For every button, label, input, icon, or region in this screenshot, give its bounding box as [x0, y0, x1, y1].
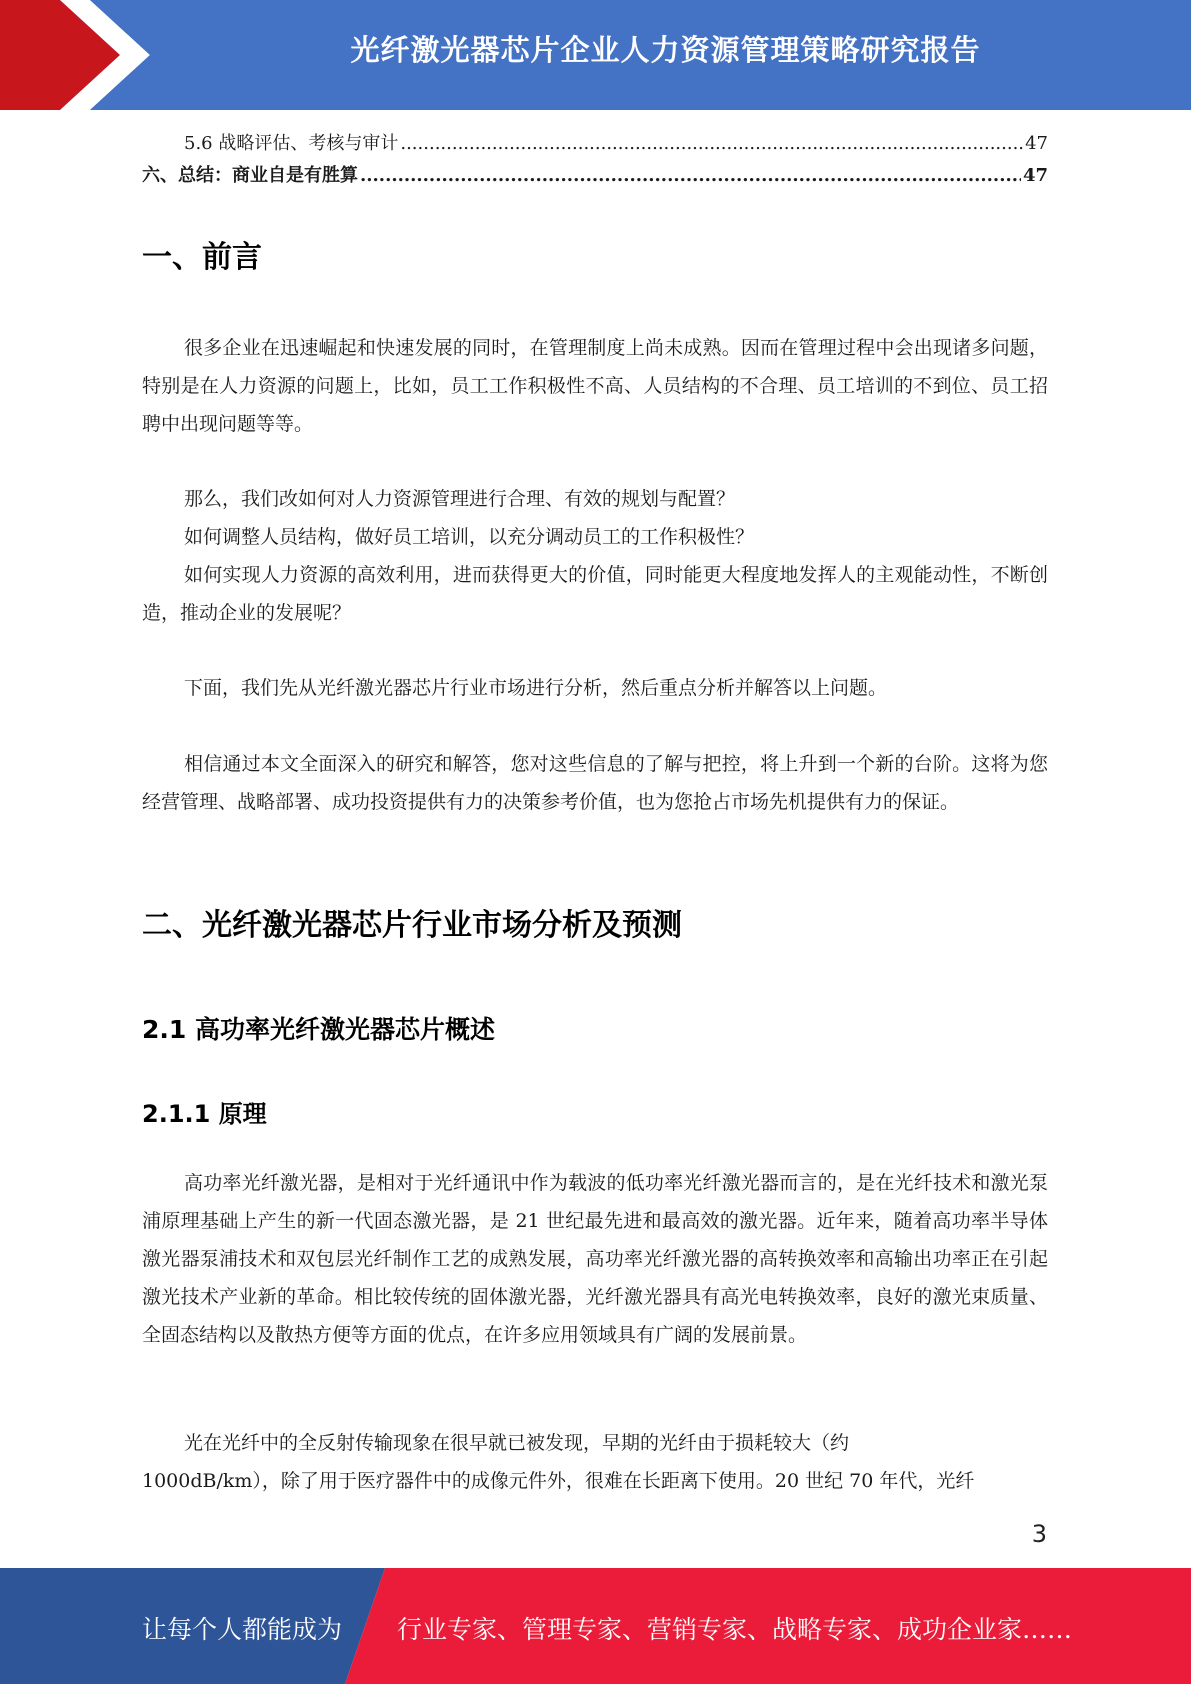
page-header [0, 0, 1191, 110]
subsection-heading: 2.1 高功率光纤激光器芯片概述 [142, 1015, 495, 1044]
toc-entry-page: 47 [1022, 165, 1048, 186]
toc-entry-label: 5.6 战略评估、考核与审计 [184, 133, 399, 154]
section-heading: 一、前言 [142, 240, 262, 275]
toc-entry[interactable] [142, 128, 1048, 156]
body-paragraph: 下面，我们先从光纤激光器芯片行业市场进行分析，然后重点分析并解答以上问题。 [184, 677, 888, 699]
body-paragraph: 高功率光纤激光器，是相对于光纤通讯中作为载波的低功率光纤激光器而言的，是在光纤技术和激光泵浦原理基础上产生的新一代固态激光器，是 21 世纪最先进和最高效的激光器。近年来，随着高功率半导体激光器泵浦技术和双包层光纤制作工艺的成熟发展，高功率光纤激光器的高转换效率和高输出功率正在引起激光技术产业新的革命。相比较传统的固体激光器，光纤激光器具有高光电转换效率，良好的激光束质量、全固态结构以及散热方便等方面的优点，在许多应用领域具有广阔的发展前景。 [142, 1172, 1048, 1346]
footer-slogan-right: 行业专家、管理专家、营销专家、战略专家、成功企业家…… [397, 1615, 1073, 1644]
body-paragraph: 那么，我们改如何对人力资源管理进行合理、有效的规划与配置？ [184, 488, 736, 510]
toc-entry-page: 47 [1025, 133, 1048, 154]
page-number: 3 [1031, 1520, 1047, 1548]
footer-slogan-left: 让每个人都能成为 [142, 1615, 343, 1644]
body-paragraph: 1000dB/km），除了用于医疗器件中的成像元件外，很难在长距离下使用。20 世纪 70 年代，光纤 [142, 1470, 975, 1492]
toc-entry[interactable] [142, 160, 1048, 188]
section-heading: 二、光纤激光器芯片行业市场分析及预测 [142, 908, 682, 943]
body-paragraph: 相信通过本文全面深入的研究和解答，您对这些信息的了解与把控，将上升到一个新的台阶。这将为您经营管理、战略部署、成功投资提供有力的决策参考价值，也为您抢占市场先机提供有力的保证。 [142, 753, 1048, 813]
body-paragraph: 如何实现人力资源的高效利用，进而获得更大的价值，同时能更大程度地发挥人的主观能动性，不断创造，推动企业的发展呢？ [142, 564, 1048, 624]
body-paragraph: 如何调整人员结构，做好员工培训，以充分调动员工的工作积极性？ [184, 526, 755, 548]
body-paragraph: 光在光纤中的全反射传输现象在很早就已被发现，早期的光纤由于损耗较大（约 [184, 1432, 850, 1454]
subsubsection-heading: 2.1.1 原理 [142, 1100, 267, 1128]
page-footer [0, 1568, 1191, 1684]
toc-entry-label: 六、总结：商业自是有胜算 [142, 165, 358, 186]
toc-leader-dots [400, 132, 1023, 156]
toc-leader-dots [360, 164, 1021, 188]
body-paragraph: 很多企业在迅速崛起和快速发展的同时，在管理制度上尚未成熟。因而在管理过程中会出现诸多问题，特别是在人力资源的问题上，比如，员工工作积极性不高、人员结构的不合理、员工培训的不到位、员工招聘中出现问题等等。 [142, 337, 1048, 435]
header-title: 光纤激光器芯片企业人力资源管理策略研究报告 [350, 33, 981, 67]
